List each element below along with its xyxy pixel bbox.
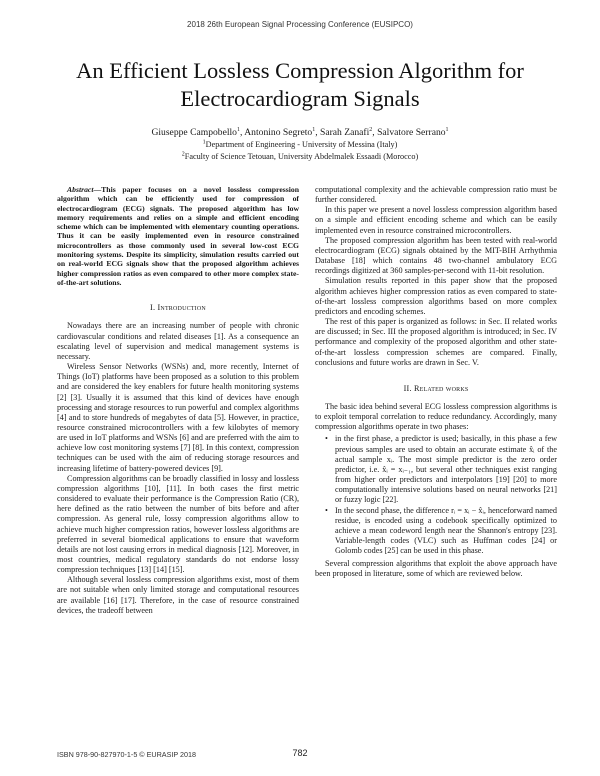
author-affil-mark: 1 — [445, 126, 449, 133]
paragraph: Simulation results reported in this paper show that the proposed algorithm achieves higher compression ratios as even compared to state-of-the-art lossless compression algorithms based on more complex predictors and encoding schemes. — [315, 276, 557, 316]
section-heading — [57, 303, 299, 313]
paragraph: Nowadays there are an increasing number of people with chronic cardiovascular conditions and related diseases [1]. As a consequence an escalating level of supervision and medical management systems is necessary. — [57, 321, 299, 361]
bullet-item: • in the first phase, a predictor is used; basically, in this phase a few previous samples are used to obtain an accurate estimate x̂ᵢ of the actual sample xᵢ. The most simple predictor is the zero order predictor, i.e. x̂ᵢ = xᵢ₋₁, but several other techniques exist ranging from higher order predictors and interpolators [19] [20] to more computationally intensive solutions based on neural networks [21] or fuzzy logic [22]. — [335, 434, 557, 505]
paragraph: Wireless Sensor Networks (WSNs) and, more recently, Internet of Things (IoT) platforms have been proposed as a solution to this problem and are considered the key enablers for future health monitoring systems [2] [3]. Usually it is assumed that this kind of devices have enough processing and storage resources to run powerful and complex algorithms [4] and to store hundreds of megabytes of data [5]. However, in practice, resource constrained microcontrollers with a few kilobytes of memory are used in IoT platforms and WSNs [6] and are preferred with the aim to achieve low cost monitoring systems [7] [8]. In this context, compression techniques can be used with the aim of reducing storage resources and increasing lifetime of battery-powered devices [9]. — [57, 362, 299, 473]
author-name: Giuseppe Campobello — [151, 127, 237, 138]
paragraph: The basic idea behind several ECG lossless compression algorithms is to exploit temporal correlation to reduce redundancy. Accordingly, many compression algorithms operate in two phases: — [315, 401, 557, 432]
author-name: Sarah Zanafi — [320, 127, 370, 138]
page-number: 782 — [292, 748, 308, 758]
section-number: II. — [403, 383, 412, 393]
right-column — [315, 185, 557, 580]
affiliation — [40, 152, 560, 162]
author-name: Antonino Segreto — [244, 127, 313, 138]
paragraph: The proposed compression algorithm has been tested with real-world electrocardiogram (ECG) signals obtained by the MIT-BIH Arrhythmia Database [18] which contains 48 two-channel ambulatory ECG recordings digitized at 360 samples-per-second with 11-bit resolution. — [315, 235, 557, 276]
paragraph: computational complexity and the achievable compression ratio must be further considered. — [315, 185, 557, 205]
bullet-item: • In the second phase, the difference rᵢ = xᵢ − x̂ᵢ, henceforward named residue, is encoded using a codebook specifically optimized to achieve a mean codeword length near the Shannon's entropy [23]. Variable-length codes (VLC) such as Huffman codes [24] or Golomb codes [25] can be used in this phase. — [335, 506, 557, 557]
author-affil-mark: 1 — [312, 126, 316, 133]
left-column — [57, 185, 299, 616]
paragraph: Although several lossless compression algorithms exist, most of them are not suitable when only limited storage and computational resources are available [16] [17]. Therefore, in the case of resource constrained devices, the tradeoff between — [57, 575, 299, 615]
author-name: Salvatore Serrano — [377, 127, 446, 138]
affil-text: Faculty of Science Tetouan, University Abdelmalek Essaadi (Morocco) — [184, 152, 419, 161]
paper-title: An Efficient Lossless Compression Algorithm for Electrocardiogram Signals — [76, 58, 524, 111]
bullet-list — [315, 434, 557, 556]
affil-mark: 2 — [181, 151, 185, 158]
section-title: Related works — [413, 383, 469, 393]
paragraph: In this paper we present a novel lossless compression algorithm based on a simple and efficient encoding scheme and which can be easily implemented even in resource constrained microcontrollers. — [315, 205, 557, 235]
author-list: Giuseppe Campobello$^1$, Antonino Segreto$^1$, Sarah Zanafi$^2$, Salvatore Serrano$^1$ — [151, 126, 449, 138]
abstract-label: Abstract — [67, 185, 94, 194]
author-affil-mark: 2 — [369, 126, 373, 133]
abstract — [57, 185, 299, 287]
section-heading — [315, 384, 557, 394]
author-affil-mark: 1 — [236, 126, 240, 133]
affiliation — [40, 140, 560, 150]
paragraph: Compression algorithms can be broadly classified in lossy and lossless compression algorithms [10], [11]. In both cases the first metric considered to evaluate their performance is the Compression Ratio (CR), here defined as the ratio between the number of bits before and after compression. As general rule, lossy compression algorithms allow to achieve much higher compression ratios, however lossless algorithms are preferred in several biomedical applications to ensure that waveform details are not lost causing errors in medical diagnosis [12]. Moreover, in most countries, medical regulatory standards do not endorse lossy compression techniques [13] [14] [15]. — [57, 473, 299, 575]
conference-header: 2018 26th European Signal Processing Conference (EUSIPCO) — [187, 20, 413, 29]
affil-text: Department of Engineering - University of Messina (Italy) — [205, 140, 398, 149]
section-number: I. — [150, 303, 156, 313]
paragraph: Several compression algorithms that exploit the above approach have been proposed in literature, some of which are reviewed below. — [315, 559, 557, 579]
footer-isbn: ISBN 978-90-827970-1-5 © EURASIP 2018 — [57, 750, 197, 759]
section-title: Introduction — [157, 303, 206, 313]
affil-mark: 1 — [202, 139, 206, 146]
abstract-text: —This paper focuses on a novel lossless compression algorithm which can be efficiently used for compression of electrocardiogram (ECG) signals. The proposed algorithm has low memory requirements and relies on a simple and efficient encoding scheme which can be implemented with elementary counting operations. Thus it can be easily implemented even in resource constrained microcontrollers as those commonly used in several low-cost ECG monitoring systems. Despite its simplicity, simulation results carried out on real-world ECG signals show that the proposed algorithm achieves higher compression ratios as even compared to other more complex state-of-the-art solutions. — [57, 185, 299, 287]
paragraph: The rest of this paper is organized as follows: in Sec. II related works are discussed; in Sec. III the proposed algorithm is introduced; in Sec. IV performance and complexity of the proposed algorithm and other state-of-the-art lossless compression schemes are compared. Finally, conclusions and future works are drawn in Sec. V. — [315, 317, 557, 367]
